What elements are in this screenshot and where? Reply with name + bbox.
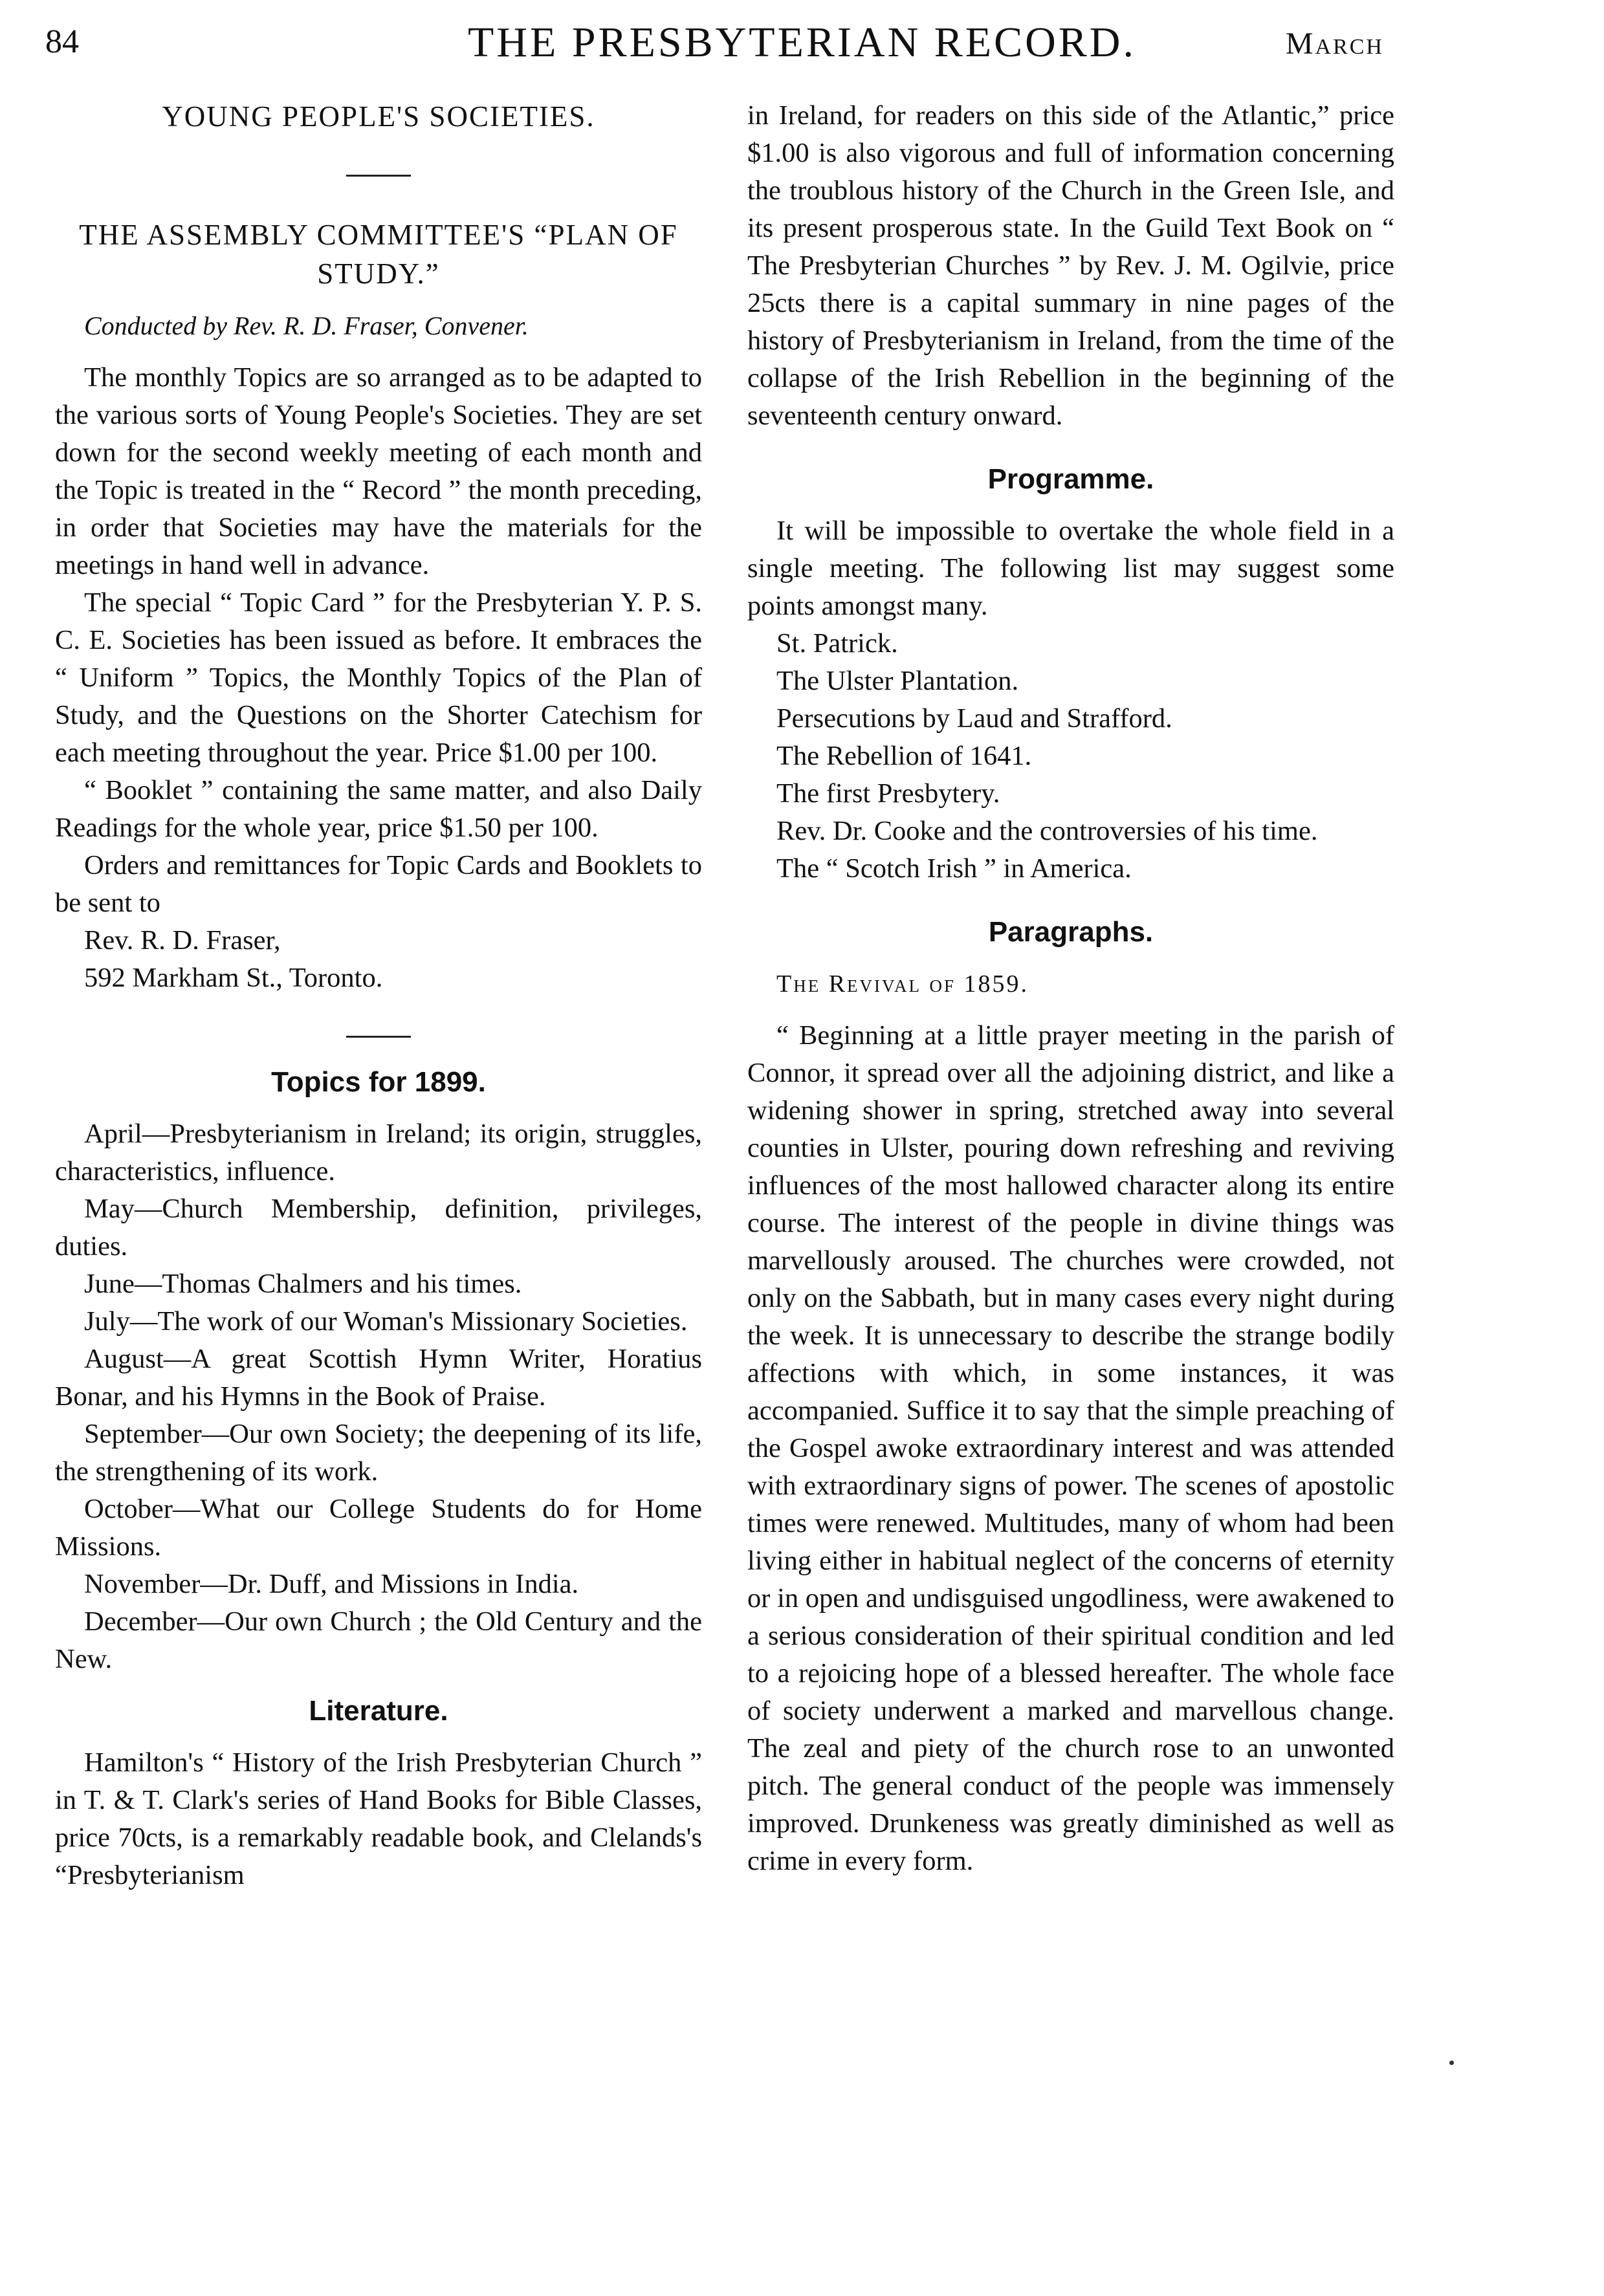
- address-name: Rev. R. D. Fraser,: [84, 925, 281, 956]
- topic-item: September—Our own Society; the deepening of its life, the strengthening of its work.: [55, 1419, 702, 1487]
- programme-item: The Rebellion of 1641.: [776, 741, 1032, 771]
- topic-card-paragraph: The special “ Topic Card ” for the Presbyterian Y. P. S. C. E. Societies has been issued as before. It embraces the “ Uniform ” Topics, the Monthly Topics of the Plan of Study, and the Questions on the Shorter Catechism for each meeting throughout the year. Price $1.00 per 100.: [55, 587, 702, 768]
- programme-item: The first Presbytery.: [776, 778, 1000, 809]
- topic-item: November—Dr. Duff, and Missions in India.: [84, 1569, 579, 1599]
- programme-item: The “ Scotch Irish ” in America.: [776, 853, 1132, 884]
- programme-item: St. Patrick.: [776, 628, 898, 659]
- programme-intro: It will be impossible to overtake the whole field in a single meeting. The following list may suggest some points amongst many.: [747, 516, 1394, 621]
- article-title: THE ASSEMBLY COMMITTEE'S “PLAN OF STUDY.”: [79, 219, 678, 290]
- topic-item: October—What our College Students do for Home Missions.: [55, 1494, 702, 1562]
- orders-paragraph: Orders and remittances for Topic Cards and Booklets to be sent to: [55, 850, 702, 918]
- programme-heading: Programme.: [987, 463, 1154, 495]
- literature-continued: in Ireland, for readers on this side of the Atlantic,” price $1.00 is also vigorous and full of information concerning the troublous history of the Church in the Green Isle, and its present prosperous state. In the Guild Text Book on “ The Presbyterian Churches ” by Rev. J. M. Ogilvie, price 25cts there is a capital summary in nine pages of the history of Presbyterianism in Ireland, from the time of the collapse of the Irish Rebellion in the beginning of the seventeenth century onward.: [747, 100, 1394, 431]
- left-column: [55, 97, 702, 1894]
- journal-title: THE PRESBYTERIAN RECORD.: [468, 19, 1136, 66]
- paragraphs-subheading: The Revival of 1859.: [776, 970, 1029, 998]
- topic-item: December—Our own Church ; the Old Century and the New.: [55, 1606, 702, 1674]
- topic-item: July—The work of our Woman's Missionary Societies.: [84, 1306, 688, 1337]
- intro-paragraph: The monthly Topics are so arranged as to be adapted to the various sorts of Young People's Societies. They are set down for the second weekly meeting of each month and the Topic is treated in the “ Record ” the month preceding, in order that Societies may have the materials for the meetings in hand well in advance.: [55, 362, 702, 580]
- right-column: [747, 97, 1394, 1880]
- programme-item: Rev. Dr. Cooke and the controversies of his time.: [776, 816, 1318, 846]
- programme-item: The Ulster Plantation.: [776, 666, 1019, 696]
- topic-item: April—Presbyterianism in Ireland; its origin, struggles, characteristics, influence.: [55, 1119, 702, 1186]
- address-street: 592 Markham St., Toronto.: [84, 963, 383, 993]
- programme-item: Persecutions by Laud and Strafford.: [776, 703, 1172, 734]
- section-title: YOUNG PEOPLE'S SOCIETIES.: [162, 100, 595, 133]
- literature-paragraph: Hamilton's “ History of the Irish Presbyterian Church ” in T. & T. Clark's series of Hand Books for Bible Classes, price 70cts, is a remarkably readable book, and Clelands's “Presbyterianism: [55, 1747, 702, 1890]
- issue-month: March: [1285, 27, 1384, 61]
- topic-item: August—A great Scottish Hymn Writer, Horatius Bonar, and his Hymns in the Book of Praise.: [55, 1344, 702, 1412]
- topic-item: May—Church Membership, definition, privileges, duties.: [55, 1194, 702, 1262]
- literature-heading: Literature.: [309, 1695, 448, 1727]
- topic-item: June—Thomas Chalmers and his times.: [84, 1269, 522, 1299]
- topics-heading: Topics for 1899.: [271, 1066, 486, 1098]
- revival-paragraph: “ Beginning at a little prayer meeting in the parish of Connor, it spread over all the adjoining district, and like a widening shower in spring, stretched away into several counties in Ulster, pouring down refreshing and reviving influences of the most hallowed character along its entire course. The interest of the people in divine things was marvellously aroused. The churches were crowded, not only on the Sabbath, but in many cases every night during the week. It is unnecessary to describe the strange bodily affections with which, in some instances, it was accompanied. Suffice it to say that the simple preaching of the Gospel awoke extraordinary interest and was attended with extraordinary signs of power. The scenes of apostolic times were renewed. Multitudes, many of whom had been living either in habitual neglect of the concerns of eternity or in open and undisguised ungodliness, were awakened to a serious consideration of their spiritual condition and led to a rejoicing hope of a blessed hereafter. The whole face of society underwent a marked and marvellous change. The zeal and piety of the church rose to an unwonted pitch. The general conduct of the people was immensely improved. Drunkeness was greatly diminished as well as crime in every form.: [747, 1020, 1394, 1876]
- page-number: 84: [45, 23, 79, 60]
- paragraphs-heading: Paragraphs.: [988, 916, 1154, 948]
- byline: Conducted by Rev. R. D. Fraser, Convener.: [84, 311, 529, 340]
- booklet-paragraph: “ Booklet ” containing the same matter, and also Daily Readings for the whole year, price $1.50 per 100.: [55, 775, 702, 843]
- running-head: [0, 0, 1604, 71]
- margin-mark: [1449, 2061, 1454, 2065]
